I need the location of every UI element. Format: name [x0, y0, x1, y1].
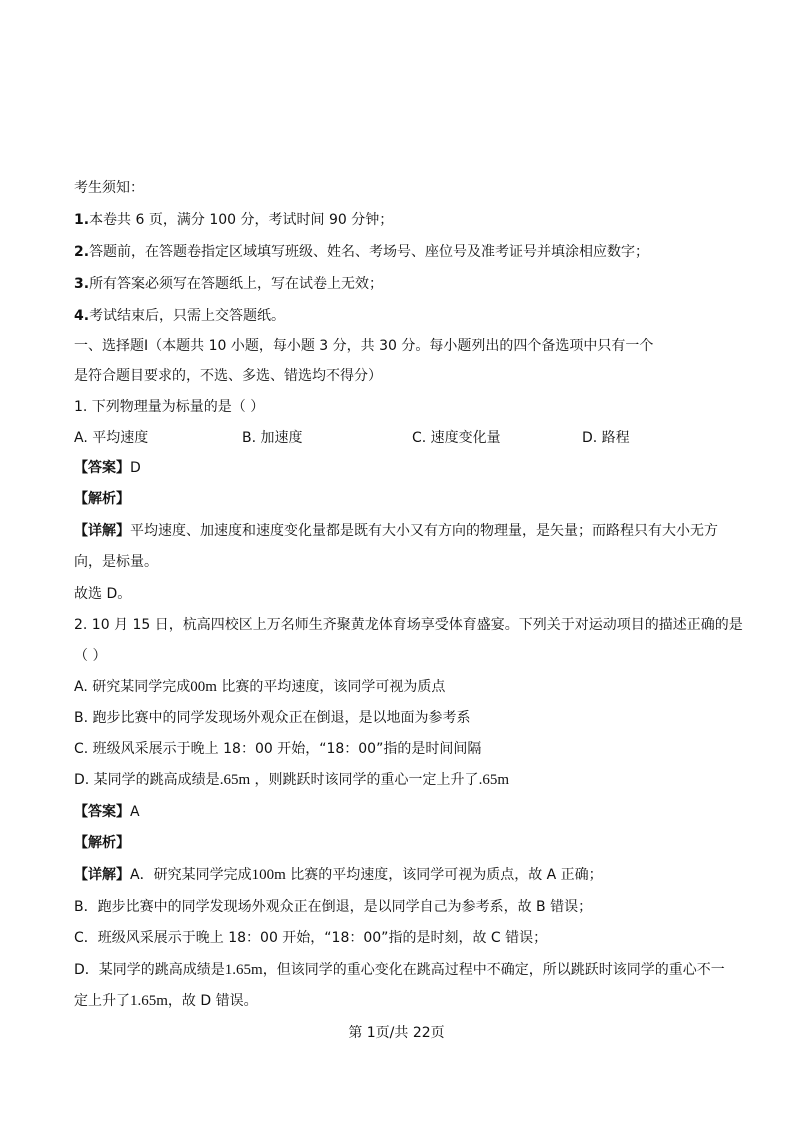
- answer-tag: 【答案】: [74, 804, 130, 820]
- q1-option-d: D. 路程: [582, 430, 630, 446]
- detail-text: 平均速度、加速度和速度变化量都是既有大小又有方向的物理量，是矢量；而路程只有大小无方: [130, 523, 718, 539]
- section-title-line1: 一、选择题Ⅰ（本题共 10 小题，每小题 3 分，共 30 分。每小题列出的四个备选项中只有一个: [74, 338, 654, 354]
- q2-detail-d-cont: [74, 991, 258, 1011]
- page-footer: 第 1页/共 22页: [348, 1025, 445, 1041]
- q2-option-c: C. 班级风采展示于晚上 18：00 开始，“18：00”指的是时间间隔: [74, 741, 482, 757]
- notice-item-text: 本卷共 6 页，满分 100 分，考试时间 90 分钟；: [89, 212, 394, 228]
- notice-item-1: [74, 210, 393, 230]
- q1-answer: [74, 458, 141, 478]
- detail-tag: 【详解】: [74, 523, 130, 539]
- detail-text: 比赛的平均速度，该同学可视为质点，故 A 正确；: [285, 867, 603, 883]
- q2-option-b: B. 跑步比赛中的同学发现场外观众正在倒退，是以地面为参考系: [74, 710, 471, 726]
- answer-value: D: [130, 460, 141, 476]
- detail-text: ，但该同学的重心变化在跳高过程中不确定，所以跳跃时该同学的重心不一: [262, 962, 725, 978]
- q2-stem-line2: （ ）: [74, 648, 107, 664]
- math-value: 1.65m: [130, 993, 168, 1009]
- q2-detail-d: [74, 960, 725, 980]
- math-value: 00m: [190, 679, 217, 695]
- notice-item-4: [74, 306, 285, 326]
- notice-item-num: 1.: [74, 212, 90, 228]
- detail-text: ，故 D 错误。: [167, 993, 258, 1009]
- option-text: 比赛的平均速度，该同学可视为质点: [216, 679, 446, 695]
- notice-item-text: 答题前，在答题卷指定区域填写班级、姓名、考场号、座位号及准考证号并填涂相应数字；: [89, 244, 650, 260]
- math-value: 100m: [251, 867, 286, 883]
- math-value: .65m: [219, 772, 251, 788]
- answer-tag: 【答案】: [74, 460, 130, 476]
- option-text: A. 研究某同学完成: [74, 679, 191, 695]
- notice-item-text: 考试结束后，只需上交答题纸。: [89, 308, 286, 324]
- q2-detail-c: C．班级风采展示于晚上 18：00 开始，“18：00”指的是时刻，故 C 错误；: [74, 930, 548, 946]
- q1-option-c: C. 速度变化量: [412, 430, 501, 446]
- notice-heading: 考生须知：: [74, 180, 144, 196]
- detail-text: A．研究某同学完成: [130, 867, 252, 883]
- q1-detail-line1: [74, 521, 718, 541]
- notice-item-num: 3.: [74, 276, 90, 292]
- option-text: ，则跳跃时该同学的重心一定上升了: [250, 772, 479, 788]
- q2-option-d: [74, 770, 509, 790]
- detail-text: D．某同学的跳高成绩是: [74, 962, 225, 978]
- q2-answer: [74, 802, 140, 822]
- option-text: D. 某同学的跳高成绩是: [74, 772, 220, 788]
- notice-item-text: 所有答案必须写在答题纸上，写在试卷上无效；: [89, 276, 384, 292]
- notice-item-2: [74, 242, 649, 262]
- section-title-line2: 是符合题目要求的，不选、多选、错选均不得分）: [74, 368, 382, 384]
- notice-item-3: [74, 274, 383, 294]
- q1-option-a: A. 平均速度: [74, 430, 149, 446]
- q1-option-b: B. 加速度: [242, 430, 303, 446]
- detail-text: 定上升了: [74, 993, 130, 1009]
- q1-detail-line2: 向，是标量。: [74, 554, 158, 570]
- q1-analysis-tag: 【解析】: [74, 491, 130, 507]
- detail-tag: 【详解】: [74, 867, 130, 883]
- q1-conclusion: 故选 D。: [74, 586, 132, 602]
- q2-detail-a: [74, 865, 603, 885]
- math-value: .65m: [478, 772, 509, 788]
- q2-option-a: [74, 677, 445, 697]
- q1-stem: 1. 下列物理量为标量的是（ ）: [74, 399, 265, 415]
- notice-item-num: 4.: [74, 308, 90, 324]
- answer-value: A: [130, 804, 140, 820]
- notice-item-num: 2.: [74, 244, 90, 260]
- math-value: 1.65m: [224, 962, 263, 978]
- q2-analysis-tag: 【解析】: [74, 835, 130, 851]
- q2-stem-line1: 2. 10 月 15 日，杭高四校区上万名师生齐聚黄龙体育场享受体育盛宴。下列关于对运动项目的描述正确的是: [74, 617, 743, 633]
- q2-detail-b: B．跑步比赛中的同学发现场外观众正在倒退，是以同学自己为参考系，故 B 错误；: [74, 899, 593, 915]
